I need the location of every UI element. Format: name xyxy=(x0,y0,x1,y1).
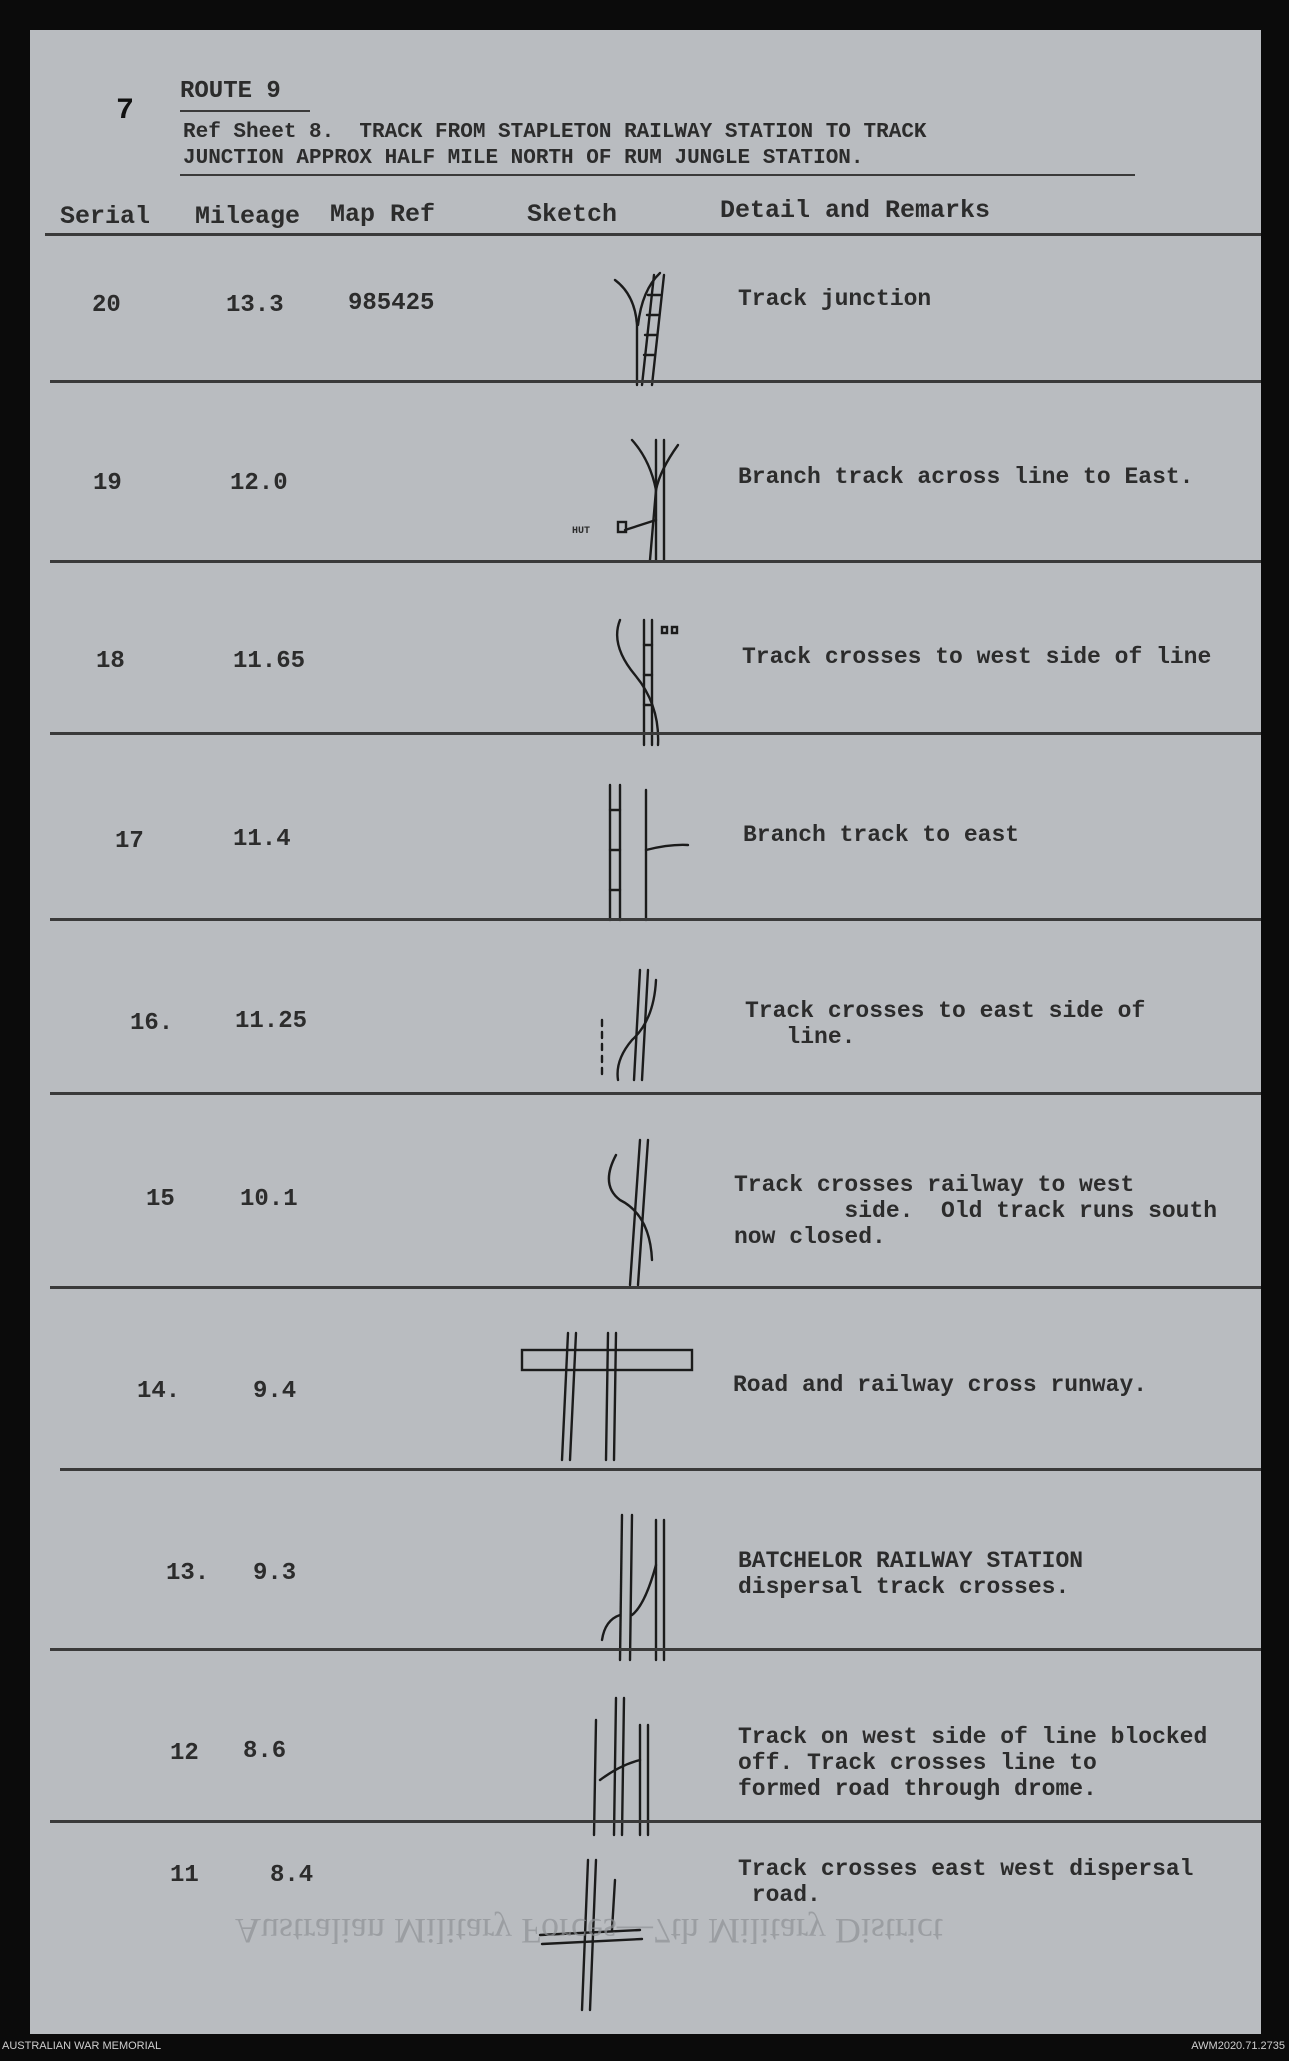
detail-cell: off. Track crosses line to xyxy=(738,1750,1097,1776)
branch-track-east-sketch xyxy=(570,410,710,570)
mileage-cell: 8.4 xyxy=(270,1862,314,1889)
row-divider xyxy=(50,380,1261,383)
detail-cell: Branch track to east xyxy=(743,822,1020,848)
serial-cell: 16. xyxy=(130,1010,174,1037)
runway-crossing-sketch xyxy=(510,1305,710,1475)
column-header-mileage: Mileage xyxy=(195,202,301,231)
document-sheet xyxy=(30,30,1261,2034)
serial-cell: 17 xyxy=(115,828,144,855)
detail-cell: Track crosses east west dispersal xyxy=(738,1856,1194,1882)
detail-cell: road. xyxy=(738,1882,821,1908)
row-divider xyxy=(50,732,1261,735)
bleed-through-watermark: Australian Military Forces—7th Military District xyxy=(235,1911,943,1951)
footer-accession: AWM2020.71.2735 xyxy=(1191,2040,1285,2052)
detail-cell: Track crosses to west side of line xyxy=(742,644,1212,670)
mileage-cell: 11.65 xyxy=(233,648,306,675)
route-heading: ROUTE 9 xyxy=(180,78,281,105)
serial-cell: 11 xyxy=(170,1862,199,1889)
detail-cell: Track crosses to east side of xyxy=(745,998,1146,1024)
blocked-track-sketch xyxy=(560,1670,680,1850)
mileage-cell: 9.4 xyxy=(253,1378,297,1405)
serial-cell: 13. xyxy=(166,1560,210,1587)
mileage-cell: 8.6 xyxy=(243,1738,287,1765)
row-divider xyxy=(50,1820,1261,1823)
map-ref-cell: 985425 xyxy=(348,290,435,317)
column-header-sketch: Sketch xyxy=(527,200,618,229)
track-crosses-west-sketch xyxy=(590,585,710,755)
serial-cell: 14. xyxy=(137,1378,181,1405)
hut-label: HUT xyxy=(572,526,591,537)
route-underline xyxy=(180,110,310,112)
serial-cell: 20 xyxy=(92,292,121,319)
serial-cell: 19 xyxy=(93,470,122,497)
mileage-cell: 10.1 xyxy=(240,1186,298,1213)
row-divider xyxy=(50,1092,1261,1095)
title-line-2: JUNCTION APPROX HALF MILE NORTH OF RUM JUNGLE STATION. xyxy=(183,147,864,170)
detail-cell: Track crosses railway to west xyxy=(734,1172,1135,1198)
detail-cell: Road and railway cross runway. xyxy=(733,1372,1148,1398)
detail-cell: Track junction xyxy=(738,286,932,312)
detail-cell: side. Old track runs south xyxy=(734,1198,1218,1224)
batchelor-station-sketch xyxy=(560,1490,680,1670)
row-divider xyxy=(50,1286,1261,1289)
mileage-cell: 13.3 xyxy=(226,292,284,319)
title-line-1: Ref Sheet 8. TRACK FROM STAPLETON RAILWAY STATION TO TRACK xyxy=(183,121,927,144)
column-header-detail: Detail and Remarks xyxy=(720,196,991,225)
track-crosses-east-sketch xyxy=(570,940,690,1090)
footer-credit: AUSTRALIAN WAR MEMORIAL xyxy=(2,2040,162,2052)
mileage-cell: 11.4 xyxy=(233,826,291,853)
column-header-serial: Serial xyxy=(60,202,151,231)
column-header-map-ref: Map Ref xyxy=(330,200,436,229)
row-divider xyxy=(50,1648,1261,1651)
detail-cell: line. xyxy=(745,1024,856,1050)
serial-cell: 12 xyxy=(170,1740,199,1767)
track-crosses-railway-west-sketch xyxy=(570,1115,690,1295)
branch-track-east-sketch-2 xyxy=(590,750,730,930)
detail-cell: BATCHELOR RAILWAY STATION xyxy=(738,1548,1084,1574)
track-junction-sketch xyxy=(580,235,700,365)
mileage-cell: 12.0 xyxy=(230,470,288,497)
detail-cell: now closed. xyxy=(734,1224,886,1250)
detail-cell: dispersal track crosses. xyxy=(738,1574,1070,1600)
serial-cell: 15 xyxy=(146,1186,175,1213)
row-divider xyxy=(50,918,1261,921)
mileage-cell: 11.25 xyxy=(235,1008,308,1035)
title-underline xyxy=(180,174,1135,176)
detail-cell: Branch track across line to East. xyxy=(738,464,1194,490)
row-divider xyxy=(60,1468,1261,1471)
serial-cell: 18 xyxy=(96,648,125,675)
mileage-cell: 9.3 xyxy=(253,1560,297,1587)
margin-mark: 7 xyxy=(116,94,135,128)
row-divider xyxy=(50,560,1261,563)
detail-cell: formed road through drome. xyxy=(738,1776,1097,1802)
detail-cell: Track on west side of line blocked xyxy=(738,1724,1208,1750)
